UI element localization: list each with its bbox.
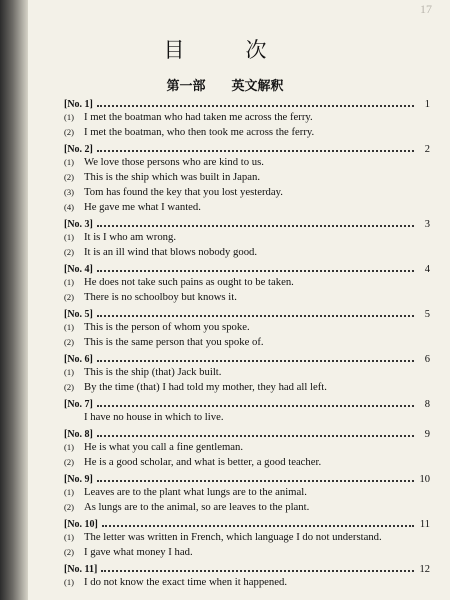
example-sentence: [64, 380, 430, 395]
page-title: 目 次: [163, 38, 287, 62]
toc-entry-header: [64, 561, 430, 575]
page-number: 11: [419, 519, 430, 530]
sentence-number: (2): [64, 382, 74, 392]
page-number: 6: [424, 354, 430, 365]
sentence-text: He is what you call a fine gentleman.: [84, 441, 244, 453]
sentence-text: I met the boatman, who then took me across the ferry.: [84, 126, 315, 138]
sentence-number: (2): [64, 457, 74, 467]
sentence-number: (1): [64, 367, 74, 377]
sentence-number: (2): [64, 337, 74, 347]
sentence-number: (1): [64, 577, 74, 587]
toc-entry-header: [64, 141, 430, 155]
entry-number: [No. 4]: [64, 264, 93, 275]
sentence-number: (1): [64, 112, 74, 122]
sentence-text: This is the ship (that) Jack built.: [84, 366, 222, 378]
sentence-text: The letter was written in French, which language I do not understand.: [84, 531, 382, 543]
example-sentence: [64, 320, 430, 335]
example-sentence: [64, 245, 430, 260]
toc-entry-header: [64, 516, 430, 530]
toc-entry-header: [64, 351, 430, 365]
leader-dots: [97, 270, 414, 272]
entry-number: [No. 10]: [64, 519, 98, 530]
leader-dots: [97, 150, 414, 152]
entry-number: [No. 3]: [64, 219, 93, 230]
example-sentence: [64, 155, 430, 170]
toc-entry-header: [64, 396, 430, 410]
section-part: 第一部: [166, 78, 206, 93]
sentence-text: He does not take such pains as ought to be taken.: [84, 276, 294, 288]
sentence-text: I have no house in which to live.: [84, 411, 224, 423]
toc-list: [64, 95, 430, 590]
sentence-text: I gave what money I had.: [84, 546, 193, 558]
sentence-number: (1): [64, 442, 74, 452]
page-number: 1: [424, 99, 430, 110]
example-sentence: [64, 230, 430, 245]
page-number: 5: [424, 309, 430, 320]
sentence-text: This is the ship which was built in Japan.: [84, 171, 261, 183]
leader-dots: [97, 480, 414, 482]
sentence-text: He gave me what I wanted.: [84, 201, 201, 213]
sentence-number: (2): [64, 547, 74, 557]
page-number: 2: [424, 144, 430, 155]
sentence-number: (2): [64, 172, 74, 182]
sentence-text: Leaves are to the plant what lungs are to the animal.: [84, 486, 307, 498]
leader-dots: [97, 360, 414, 362]
sentence-number: (2): [64, 502, 74, 512]
sentence-number: (1): [64, 277, 74, 287]
example-sentence: [64, 170, 430, 185]
sentence-number: (1): [64, 487, 74, 497]
sentence-number: (1): [64, 322, 74, 332]
entry-number: [No. 8]: [64, 429, 93, 440]
entry-number: [No. 7]: [64, 399, 93, 410]
leader-dots: [97, 315, 414, 317]
leader-dots: [97, 105, 414, 107]
page-number: 8: [424, 399, 430, 410]
example-sentence: [64, 365, 430, 380]
sentence-text: This is the same person that you spoke of.: [84, 336, 264, 348]
example-sentence: [64, 455, 430, 470]
page-number: 3: [424, 219, 430, 230]
sentence-number: (3): [64, 187, 74, 197]
sentence-text: As lungs are to the animal, so are leaves to the plant.: [84, 501, 310, 513]
leader-dots: [97, 405, 414, 407]
sentence-text: We love those persons who are kind to us.: [84, 156, 264, 168]
sentence-text: It is an ill wind that blows nobody good.: [84, 246, 258, 258]
sentence-text: This is the person of whom you spoke.: [84, 321, 250, 333]
page-number: 9: [424, 429, 430, 440]
page-number: 4: [424, 264, 430, 275]
example-sentence: [64, 545, 430, 560]
bleed-through-mark: 17: [420, 2, 432, 16]
example-sentence: [64, 185, 430, 200]
sentence-text: I do not know the exact time when it happened.: [84, 576, 288, 588]
leader-dots: [97, 225, 414, 227]
leader-dots: [97, 435, 414, 437]
example-sentence: [64, 110, 430, 125]
sentence-text: By the time (that) I had told my mother, they had all left.: [84, 381, 327, 393]
example-sentence: [64, 485, 430, 500]
entry-number: [No. 5]: [64, 309, 93, 320]
sentence-text: He is a good scholar, and what is better, a good teacher.: [84, 456, 322, 468]
sentence-number: (2): [64, 292, 74, 302]
section-heading: [0, 75, 450, 94]
example-sentence: [64, 440, 430, 455]
toc-entry-header: [64, 216, 430, 230]
example-sentence: [64, 290, 430, 305]
sentence-number: (2): [64, 247, 74, 257]
example-sentence: [64, 335, 430, 350]
sentence-text: There is no schoolboy but knows it.: [84, 291, 237, 303]
entry-number: [No. 9]: [64, 474, 93, 485]
toc-entry-header: [64, 96, 430, 110]
leader-dots: [101, 570, 414, 572]
example-sentence: [64, 125, 430, 140]
toc-entry-header: [64, 426, 430, 440]
sentence-number: (1): [64, 157, 74, 167]
page-number: 10: [419, 474, 430, 485]
section-name: 英文解釈: [231, 78, 284, 93]
example-sentence: [64, 575, 430, 590]
example-sentence: [64, 200, 430, 215]
example-sentence: [64, 275, 430, 290]
sentence-text: I met the boatman who had taken me across the ferry.: [84, 111, 313, 123]
example-sentence: [64, 530, 430, 545]
toc-entry-header: [64, 471, 430, 485]
toc-entry-header: [64, 261, 430, 275]
entry-number: [No. 1]: [64, 99, 93, 110]
sentence-number: (1): [64, 232, 74, 242]
entry-number: [No. 2]: [64, 144, 93, 155]
entry-number: [No. 6]: [64, 354, 93, 365]
sentence-number: (2): [64, 127, 74, 137]
entry-number: [No. 11]: [64, 564, 98, 575]
example-sentence: [64, 410, 430, 425]
toc-entry-header: [64, 306, 430, 320]
sentence-number: (4): [64, 202, 74, 212]
example-sentence: [64, 500, 430, 515]
sentence-text: Tom has found the key that you lost yesterday.: [84, 186, 283, 198]
page-number: 12: [419, 564, 430, 575]
leader-dots: [102, 525, 414, 527]
sentence-text: It is I who am wrong.: [84, 231, 177, 243]
sentence-number: (1): [64, 532, 74, 542]
